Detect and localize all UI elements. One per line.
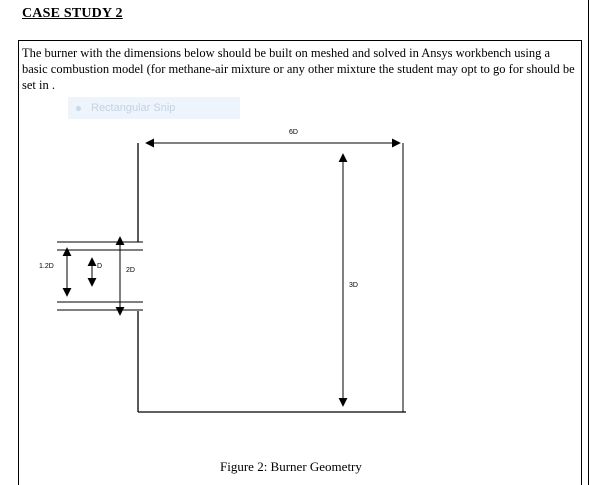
mid-2d-label: 2D [126, 267, 135, 274]
figure-caption: Figure 2: Burner Geometry [220, 459, 362, 474]
width-6d-label: 6D [289, 129, 298, 136]
outer-1-2d-label: 1.2D [39, 263, 54, 270]
snip-label: Rectangular Snip [91, 102, 176, 114]
inner-d-label: D [97, 263, 103, 270]
task-description: The burner with the dimensions below should be built on meshed and solved in Ansys workbench using a basic combustion model (for methane-air mixture or any other mixture the student may opt to go for should be set in . [22, 46, 575, 92]
height-3d-label: 3D [349, 282, 358, 289]
case-study-heading: CASE STUDY 2 [22, 6, 123, 21]
